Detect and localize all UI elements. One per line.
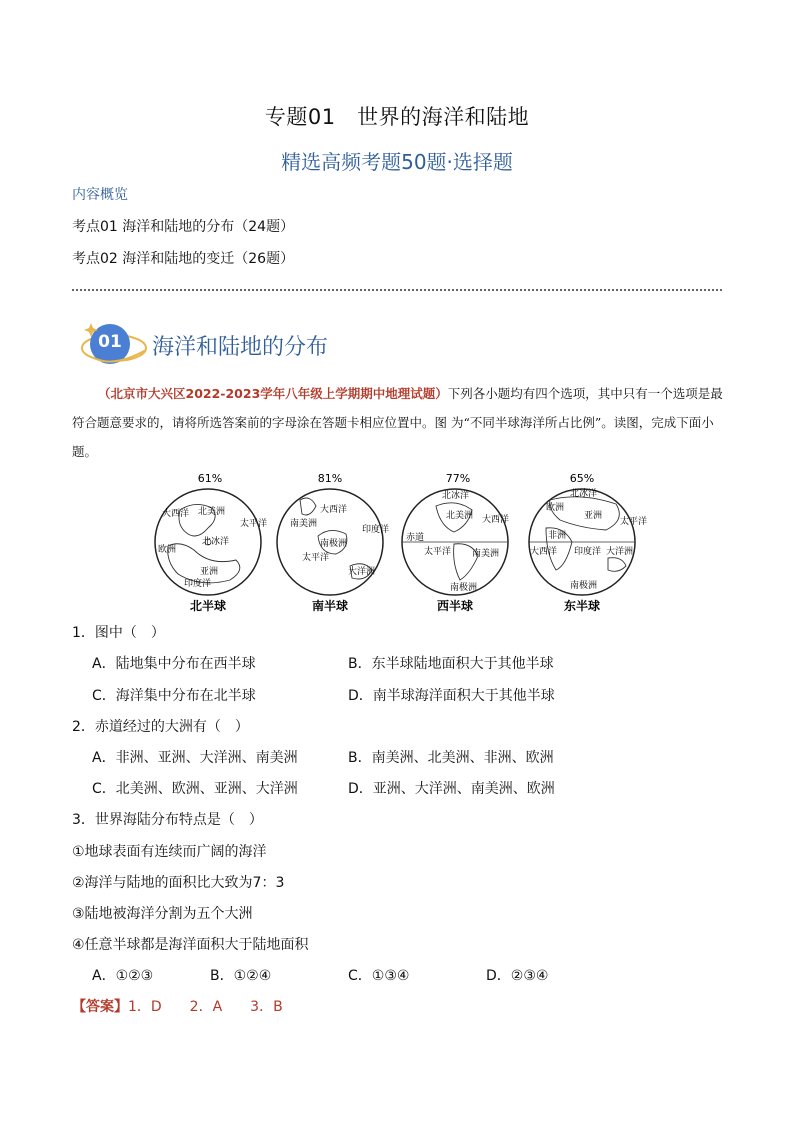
svg-text:欧洲: 欧洲 [158,545,177,555]
svg-text:太平洋: 太平洋 [424,547,452,557]
question-source: （北京市大兴区2022-2023学年八年级上学期期中地理试题） [98,386,448,401]
globe-east [529,472,647,613]
overview-topic-1: 考点01 海洋和陆地的分布（24题） [72,219,295,235]
q2-option-a: A．非洲、亚洲、大洋洲、南美洲 [92,750,298,766]
overview-label: 内容概览 [72,187,128,203]
question-1-stem: 1．图中（ ） [72,625,165,641]
svg-text:北冰洋: 北冰洋 [442,491,470,501]
q1-option-a: A．陆地集中分布在西半球 [92,656,256,672]
question-2-stem: 2．赤道经过的大洲有（ ） [72,719,249,735]
svg-text:亚洲: 亚洲 [200,567,219,577]
q3-option-c: C．①③④ [348,968,410,984]
section-badge [80,320,152,374]
answer-line [72,996,283,1016]
page-title: 专题01 世界的海洋和陆地 [264,105,530,129]
svg-text:大西洋: 大西洋 [530,547,558,557]
svg-text:南极洲: 南极洲 [320,539,348,549]
svg-text:太平洋: 太平洋 [240,519,268,529]
page-subtitle: 精选高频考题50题·选择题 [281,150,513,174]
svg-text:南美洲: 南美洲 [472,549,500,559]
globe-name-north: 北半球 [189,599,227,613]
q1-option-b: B．东半球陆地面积大于其他半球 [348,656,554,672]
svg-text:大洋洲: 大洋洲 [606,547,634,557]
svg-text:印度洋: 印度洋 [184,579,212,589]
divider [72,289,722,291]
svg-text:大西洋: 大西洋 [320,505,348,515]
q1-option-c: C．海洋集中分布在北半球 [92,688,256,704]
svg-text:南极洲: 南极洲 [450,583,478,593]
hemisphere-figure [150,470,650,619]
q1-option-d: D．南半球海洋面积大于其他半球 [348,688,555,704]
q3-statement-3: ③陆地被海洋分割为五个大洲 [72,906,253,922]
section-number: 01 [98,332,122,352]
svg-text:西半球: 西半球 [436,599,474,613]
intro-text: 下列各小题均有四个选项，其中只有一个选项是最符合题意要求的，请将所选答案前的字母涂在答题卡相应位置中。图 为“不同半球海洋所占比例”。读图，完成下面小题。 [72,386,723,459]
q3-statement-2: ②海洋与陆地的面积比大致为7：3 [72,875,285,891]
svg-text:北冰洋: 北冰洋 [570,489,598,499]
svg-text:南半球: 南半球 [311,599,349,613]
answer-text: 1．D 2．A 3．B [128,999,283,1015]
globe-north [155,472,267,613]
svg-text:赤道: 赤道 [406,533,425,543]
svg-text:印度洋: 印度洋 [362,525,390,535]
svg-text:亚洲: 亚洲 [584,511,603,521]
svg-text:欧洲: 欧洲 [546,503,565,513]
q2-option-b: B．南美洲、北美洲、非洲、欧洲 [348,750,554,766]
overview-topic-2: 考点02 海洋和陆地的变迁（26题） [72,251,295,267]
percent-north: 61% [197,472,223,485]
svg-text:65%: 65% [569,472,595,485]
q3-option-b: B．①②④ [210,968,272,984]
q3-option-a: A．①②③ [92,968,154,984]
globe-south [277,472,389,613]
svg-text:南极洲: 南极洲 [570,581,598,591]
section-title: 海洋和陆地的分布 [152,335,329,360]
svg-text:北美洲: 北美洲 [198,507,226,517]
svg-text:81%: 81% [317,472,343,485]
q3-statement-1: ①地球表面有连续而广阔的海洋 [72,844,267,860]
svg-text:非洲: 非洲 [548,531,567,541]
svg-text:东半球: 东半球 [563,599,601,613]
q2-option-c: C．北美洲、欧洲、亚洲、大洋洲 [92,781,298,797]
svg-text:北美洲: 北美洲 [446,511,474,521]
q3-option-d: D．②③④ [486,968,549,984]
answer-label: 【答案】 [72,999,128,1015]
svg-text:南美洲: 南美洲 [290,519,318,529]
svg-text:太平洋: 太平洋 [620,517,648,527]
svg-text:太平洋: 太平洋 [302,553,330,563]
svg-text:印度洋: 印度洋 [574,547,602,557]
question-3-stem: 3．世界海陆分布特点是（ ） [72,812,263,828]
question-intro [72,379,724,466]
q3-statement-4: ④任意半球都是海洋面积大于陆地面积 [72,937,309,953]
svg-text:大西洋: 大西洋 [162,509,190,519]
svg-text:77%: 77% [445,472,471,485]
svg-text:北冰洋: 北冰洋 [202,537,230,547]
q2-option-d: D．亚洲、大洋洲、南美洲、欧洲 [348,781,555,797]
svg-text:大西洋: 大西洋 [482,515,510,525]
svg-text:大洋洲: 大洋洲 [348,567,376,577]
globe-west [402,472,509,613]
